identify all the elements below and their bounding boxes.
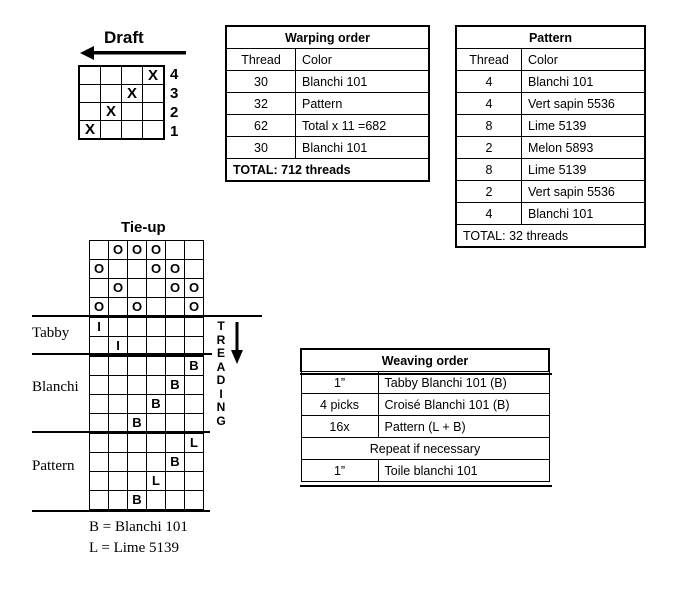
tieup-row: [90, 376, 204, 395]
weaving-amount: 1”: [301, 372, 378, 394]
tieup-cell: [166, 395, 185, 414]
tieup-row: [90, 453, 204, 472]
treading-letter: I: [219, 386, 223, 401]
tieup-cell: L: [185, 433, 204, 453]
tieup-cell: O: [166, 260, 185, 279]
tieup-row: [90, 279, 204, 298]
tieup-cell: [109, 395, 128, 414]
tieup-cell: [185, 376, 204, 395]
draft-shaft-number: 3: [170, 85, 179, 102]
weaving-top-rule: [300, 373, 552, 375]
draft-row: [79, 103, 164, 121]
tieup-cell: [90, 376, 109, 395]
tieup-cell: [90, 433, 109, 453]
weaving-description: Croisé Blanchi 101 (B): [378, 394, 549, 416]
tieup-grid: [89, 240, 204, 510]
table-row: [226, 137, 429, 159]
tieup-cell: O: [109, 241, 128, 260]
tieup-cell: [109, 453, 128, 472]
pattern-divider: [32, 431, 210, 433]
warping-order-title: Warping order: [226, 26, 429, 49]
thread-color: Blanchi 101: [296, 71, 430, 93]
tieup-cell: [90, 491, 109, 510]
draft-row: [79, 66, 164, 85]
pattern-table: [455, 25, 646, 248]
draft-cell: [122, 66, 143, 85]
legend: [89, 517, 188, 559]
tieup-cell: [147, 376, 166, 395]
tabby-divider: [32, 315, 262, 317]
weaving-note: Repeat if necessary: [301, 438, 549, 460]
tieup-cell: O: [128, 298, 147, 318]
treading-letter: G: [216, 413, 226, 428]
thread-color: Blanchi 101: [522, 71, 646, 93]
draft-cell: X: [101, 103, 122, 121]
weaving-order-table: [300, 348, 550, 482]
tieup-cell: I: [90, 317, 109, 337]
weaving-bottom-rule: [300, 485, 552, 487]
draft-cell: [101, 85, 122, 103]
draft-cell: X: [143, 66, 165, 85]
weaving-description: Toile blanchi 101: [378, 460, 549, 482]
tieup-cell: [185, 260, 204, 279]
thread-color: Total x 11 =682: [296, 115, 430, 137]
bottom-divider: [32, 510, 210, 512]
table-row: [456, 203, 645, 225]
tieup-row: [90, 317, 204, 337]
tieup-cell: O: [128, 241, 147, 260]
tieup-cell: [166, 317, 185, 337]
tieup-cell: [90, 395, 109, 414]
pattern-total: TOTAL: 32 threads: [456, 225, 645, 248]
thread-count: 2: [456, 181, 522, 203]
weaving-order: [300, 348, 550, 482]
tieup-cell: O: [147, 241, 166, 260]
treading-letter: N: [216, 400, 226, 414]
tieup-cell: [128, 376, 147, 395]
tieup-cell: [147, 453, 166, 472]
tieup-row: [90, 395, 204, 414]
draft-grid: [78, 65, 165, 140]
tieup-cell: [166, 356, 185, 376]
table-row: [301, 438, 549, 460]
tieup-cell: B: [128, 414, 147, 434]
tieup-cell: [90, 279, 109, 298]
section-label-blanchi: Blanchi: [32, 379, 79, 395]
table-row: [226, 93, 429, 115]
table-row: [456, 115, 645, 137]
tieup-cell: O: [109, 279, 128, 298]
warping-total: TOTAL: 712 threads: [226, 159, 429, 182]
tieup-cell: O: [147, 260, 166, 279]
legend-blanchi: B = Blanchi 101: [89, 519, 188, 535]
tieup-cell: I: [109, 337, 128, 357]
tieup-cell: [128, 317, 147, 337]
treading-letter: R: [216, 332, 226, 347]
tieup-cell: [185, 241, 204, 260]
tieup-cell: O: [90, 260, 109, 279]
tieup-cell: [90, 356, 109, 376]
warping-order-table: [225, 25, 430, 182]
tieup-cell: B: [128, 491, 147, 510]
tieup-cell: L: [147, 472, 166, 491]
tieup-cell: [166, 491, 185, 510]
tieup-cell: O: [166, 279, 185, 298]
weaving-amount: 1”: [301, 460, 378, 482]
thread-count: 8: [456, 115, 522, 137]
warping-header-thread: Thread: [226, 49, 296, 71]
tieup-cell: [185, 395, 204, 414]
table-row: [456, 71, 645, 93]
thread-count: 2: [456, 137, 522, 159]
tieup-cell: [147, 317, 166, 337]
tieup-title: Tie-up: [121, 219, 166, 236]
draft-title: Draft: [104, 28, 144, 47]
thread-count: 4: [456, 203, 522, 225]
draft-cell: X: [122, 85, 143, 103]
tieup-cell: [185, 317, 204, 337]
tieup-cell: [185, 472, 204, 491]
draft-row: [79, 85, 164, 103]
draft-cell: [79, 66, 101, 85]
thread-count: 32: [226, 93, 296, 115]
tieup-cell: [147, 491, 166, 510]
tieup-row: [90, 241, 204, 260]
treading-letter: T: [217, 319, 225, 333]
draft-cell: [122, 121, 143, 140]
weaving-description: Pattern (L + B): [378, 416, 549, 438]
tieup-cell: [128, 433, 147, 453]
table-row: [456, 137, 645, 159]
thread-count: 8: [456, 159, 522, 181]
thread-color: Vert sapin 5536: [522, 93, 646, 115]
tieup-row: [90, 356, 204, 376]
tieup-cell: [109, 376, 128, 395]
tieup-cell: O: [185, 279, 204, 298]
tieup-cell: B: [147, 395, 166, 414]
tieup-row: [90, 472, 204, 491]
table-row: [301, 460, 549, 482]
thread-color: Blanchi 101: [522, 203, 646, 225]
legend-lime: L = Lime 5139: [89, 540, 179, 556]
weaving-amount: 4 picks: [301, 394, 378, 416]
draft-shaft-number: 4: [170, 66, 179, 83]
draft-cell: [143, 103, 165, 121]
draft-cell: [101, 66, 122, 85]
table-row: [301, 416, 549, 438]
left-arrow-icon: [80, 46, 186, 60]
tieup-cell: [185, 453, 204, 472]
table-row: [456, 93, 645, 115]
tieup-row: [90, 260, 204, 279]
weaving-order-title: Weaving order: [301, 349, 549, 372]
tieup-cell: O: [90, 298, 109, 318]
tieup-cell: [147, 433, 166, 453]
tieup-cell: [147, 279, 166, 298]
pattern-title: Pattern: [456, 26, 645, 49]
thread-count: 4: [456, 93, 522, 115]
thread-count: 4: [456, 71, 522, 93]
draft-cell: [143, 85, 165, 103]
thread-color: Lime 5139: [522, 115, 646, 137]
draft-cell: X: [79, 121, 101, 140]
thread-count: 62: [226, 115, 296, 137]
down-arrow-icon: [230, 322, 244, 364]
section-label-pattern: Pattern: [32, 458, 75, 474]
tieup-cell: [90, 453, 109, 472]
tieup-row: [90, 491, 204, 510]
tieup-cell: [128, 356, 147, 376]
pattern-header-thread: Thread: [456, 49, 522, 71]
weaving-amount: 16x: [301, 416, 378, 438]
tieup-cell: [147, 356, 166, 376]
tieup-cell: [166, 472, 185, 491]
tieup-cell: [90, 472, 109, 491]
draft-cell: [101, 121, 122, 140]
thread-color: Pattern: [296, 93, 430, 115]
tieup-cell: B: [185, 356, 204, 376]
draft-cell: [79, 103, 101, 121]
table-row: [226, 115, 429, 137]
treading-label: [214, 320, 228, 428]
tieup-cell: [90, 241, 109, 260]
weaving-description: Tabby Blanchi 101 (B): [378, 372, 549, 394]
draft-shaft-number: 2: [170, 104, 179, 121]
draft-row: [79, 121, 164, 140]
tieup-cell: [128, 472, 147, 491]
tieup-cell: [166, 433, 185, 453]
tieup-cell: [185, 491, 204, 510]
thread-color: Lime 5139: [522, 159, 646, 181]
tieup-cell: [109, 260, 128, 279]
tieup-cell: B: [166, 453, 185, 472]
tieup-cell: [109, 472, 128, 491]
warping-header-color: Color: [296, 49, 430, 71]
draft-cell: [122, 103, 143, 121]
tieup-cell: [128, 260, 147, 279]
table-row: [301, 394, 549, 416]
table-row: [456, 181, 645, 203]
thread-color: Vert sapin 5536: [522, 181, 646, 203]
tieup-cell: [128, 453, 147, 472]
tieup-cell: [166, 241, 185, 260]
pattern-header-color: Color: [522, 49, 646, 71]
tieup-cell: O: [185, 298, 204, 318]
treading-letter: D: [216, 373, 226, 387]
draft-shaft-number: 1: [170, 123, 179, 140]
tieup-cell: B: [166, 376, 185, 395]
thread-color: Blanchi 101: [296, 137, 430, 159]
tieup-cell: [109, 491, 128, 510]
table-row: [456, 159, 645, 181]
section-label-tabby: Tabby: [32, 325, 70, 341]
tieup-row: [90, 433, 204, 453]
tieup-cell: [109, 317, 128, 337]
thread-color: Melon 5893: [522, 137, 646, 159]
draft-cell: [79, 85, 101, 103]
table-row: [226, 71, 429, 93]
blanchi-divider: [32, 353, 212, 355]
thread-count: 30: [226, 71, 296, 93]
draft-cell: [143, 121, 165, 140]
treading-letter: A: [216, 359, 226, 374]
tieup-cell: [109, 433, 128, 453]
treading-letter: E: [216, 346, 225, 360]
tieup-cell: [109, 356, 128, 376]
tieup-cell: [128, 395, 147, 414]
tieup-cell: [128, 279, 147, 298]
thread-count: 30: [226, 137, 296, 159]
